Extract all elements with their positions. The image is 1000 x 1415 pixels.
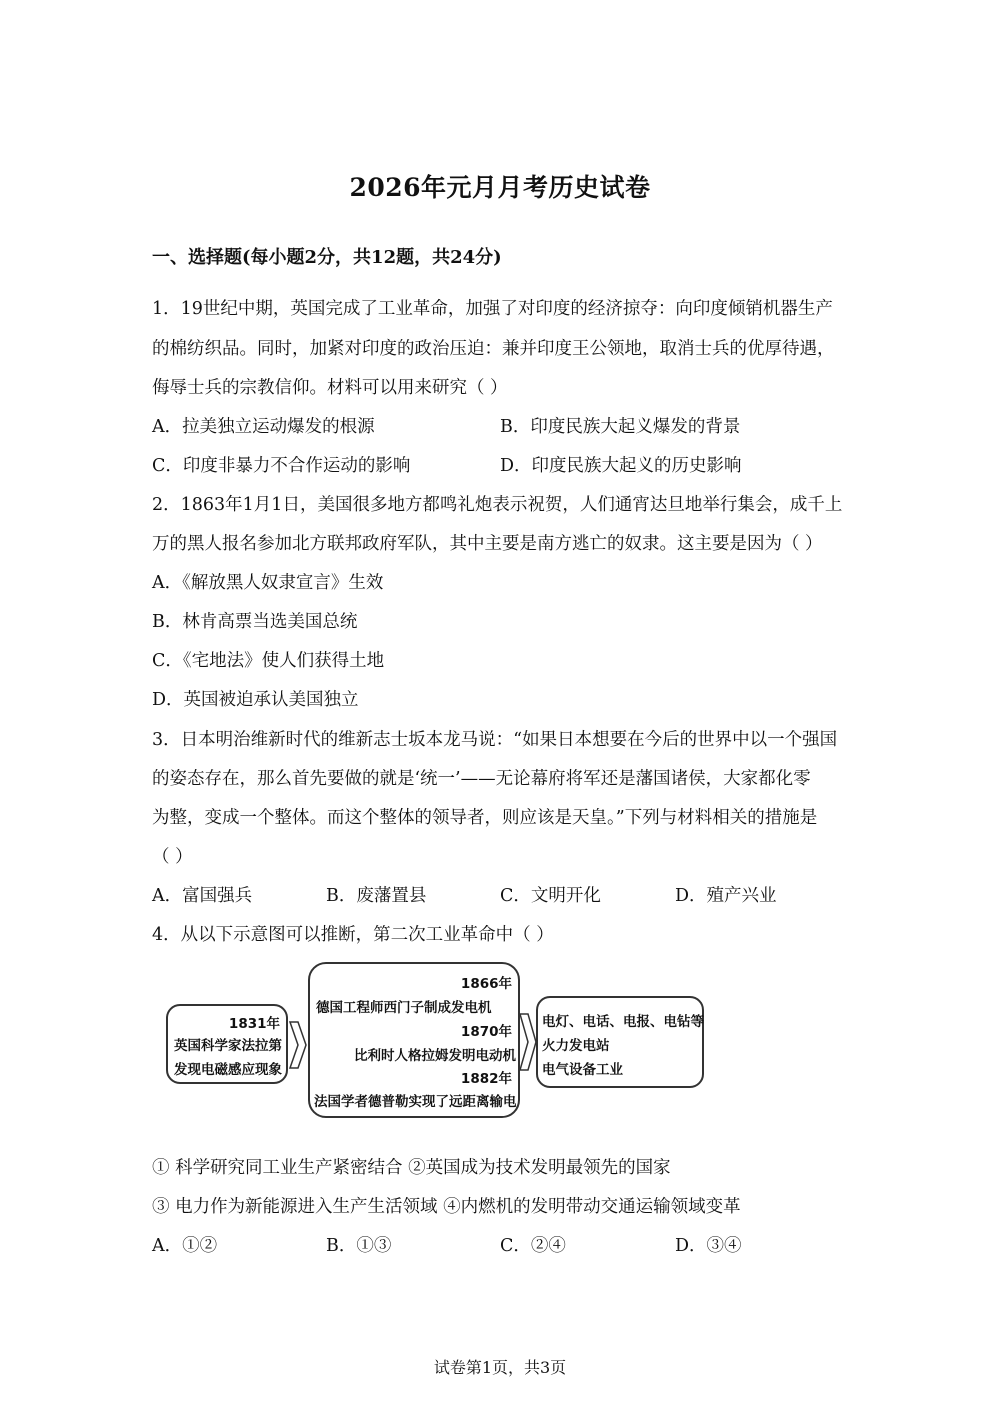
diagram-right-line-3: 电气设备工业 [542,1062,623,1078]
section-heading: 一、选择题(每小题2分，共12题，共24分) [152,247,502,268]
q3-option-b[interactable]: B．废藩置县 [326,886,427,906]
q4-option-d[interactable]: D．③④ [675,1236,742,1256]
diagram-middle-year-2: 1870年 [460,1024,512,1040]
diagram-middle-line-2: 比利时人格拉姆发明电动机 [354,1048,516,1064]
diagram-middle-year-3: 1882年 [460,1071,512,1087]
page-footer: 试卷第1页，共3页 [433,1358,567,1377]
q2-option-b[interactable]: B．林肯高票当选美国总统 [152,612,358,632]
q4-option-c[interactable]: C．②④ [500,1236,566,1256]
diagram-middle-line-3: 法国学者德普勒实现了远距离输电 [314,1094,517,1110]
q3-line-2: 的姿态存在，那么首先要做的就是‘统一’——无论幕府将军还是藩国诸侯，大家都化零 [152,769,811,789]
diagram-arrow-1 [288,1020,308,1070]
q4-option-b[interactable]: B．①③ [326,1236,392,1256]
q3-option-c[interactable]: C．文明开化 [500,886,601,906]
q1-option-d[interactable]: D．印度民族大起义的历史影响 [500,456,742,476]
diagram-middle-box [308,962,520,1118]
q1-line-2: 的棉纺织品。同时，加紧对印度的政治压迫：兼并印度王公领地，取消士兵的优厚待遇， [152,339,835,359]
diagram-right-box [536,996,704,1088]
q3-line-3: 为整，变成一个整体。而这个整体的领导者，则应该是天皇。”下列与材料相关的措施是 [152,808,818,828]
q2-option-c[interactable]: C．《宅地法》使人们获得土地 [152,651,385,671]
q3-option-a[interactable]: A．富国强兵 [152,886,253,906]
q1-option-a[interactable]: A．拉美独立运动爆发的根源 [152,417,375,437]
diagram-right-line-2: 火力发电站 [542,1038,610,1054]
q2-option-a[interactable]: A．《解放黑人奴隶宣言》生效 [152,573,384,593]
q3-option-d[interactable]: D．殖产兴业 [675,886,777,906]
q4-option-a[interactable]: A．①② [152,1236,218,1256]
diagram-left-box [166,1004,288,1084]
diagram-left-year: 1831年 [228,1016,280,1032]
q1-line-3: 侮辱士兵的宗教信仰。材料可以用来研究（ ） [152,378,508,398]
q1-line-1: 1．19世纪中期，英国完成了工业革命，加强了对印度的经济掠夺：向印度倾销机器生产 [152,299,833,319]
q1-option-b[interactable]: B．印度民族大起义爆发的背景 [500,417,741,437]
q3-line-4: （ ） [152,847,193,867]
diagram-left-line-1: 英国科学家法拉第 [174,1038,282,1054]
diagram-middle-year-1: 1866年 [460,976,512,992]
q2-option-d[interactable]: D．英国被迫承认美国独立 [152,690,359,710]
q4-statement-1: ① 科学研究同工业生产紧密结合 ②英国成为技术发明最领先的国家 [152,1158,671,1178]
q4-statement-2: ③ 电力作为新能源进入生产生活领域 ④内燃机的发明带动交通运输领域变革 [152,1197,741,1217]
q3-line-1: 3．日本明治维新时代的维新志士坂本龙马说：“如果日本想要在今后的世界中以一个强国 [152,730,838,750]
diagram-right-line-1: 电灯、电话、电报、电钻等 [542,1014,704,1030]
q1-option-c[interactable]: C．印度非暴力不合作运动的影响 [152,456,411,476]
q2-line-2: 万的黑人报名参加北方联邦政府军队，其中主要是南方逃亡的奴隶。这主要是因为（ ） [152,534,823,554]
diagram-arrow-2 [518,1012,538,1072]
page-title: 2026年元月月考历史试卷 [349,173,651,202]
q2-line-1: 2．1863年1月1日，美国很多地方都鸣礼炮表示祝贺，人们通宵达旦地举行集会，成千上 [152,495,843,515]
diagram-left-line-2: 发现电磁感应现象 [174,1062,282,1078]
q4-stem: 4．从以下示意图可以推断，第二次工业革命中（ ） [152,925,554,945]
diagram-middle-line-1: 德国工程师西门子制成发电机 [316,1000,492,1016]
